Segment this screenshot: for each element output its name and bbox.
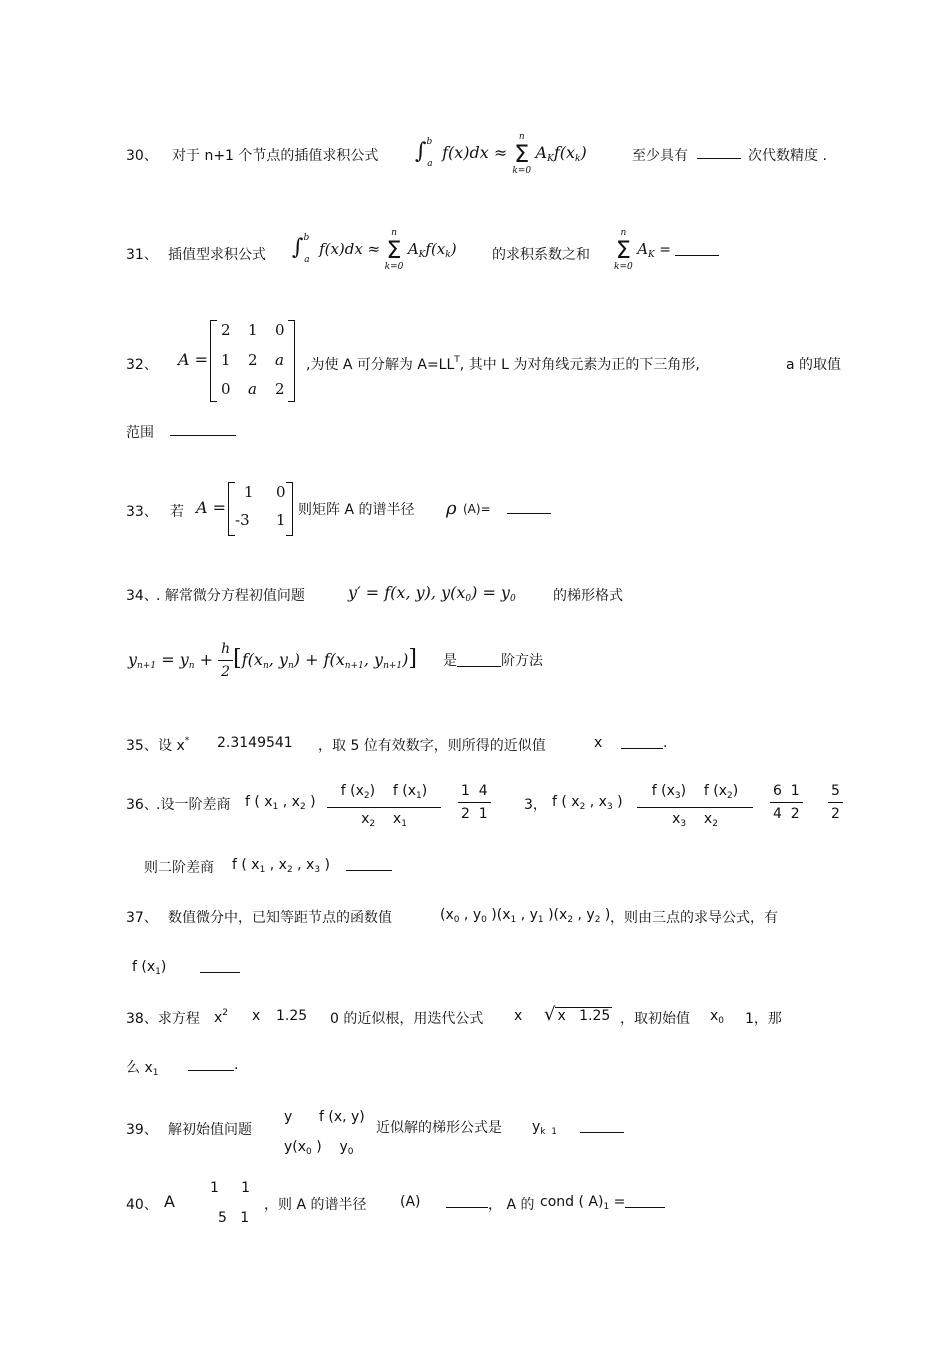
q38-iter-x: x — [514, 1008, 523, 1024]
q32-m11: 2 — [248, 351, 258, 369]
q35-val: 2.3149541 — [217, 735, 293, 751]
q36-f12: f ( $x_1$ , $x_2$ ) — [245, 794, 316, 812]
q31-sum: n Σ k=0 $A_K$ = — [614, 228, 719, 272]
q35-text: 设 x* — [158, 736, 190, 754]
q39-yk1: $y_{k 1}$ — [532, 1119, 557, 1137]
q33-A: A = — [196, 498, 227, 517]
q38-line2: 么 $x_1$ — [126, 1060, 159, 1078]
q31-text: 插值型求积公式 — [168, 247, 266, 263]
q38-x0: $x_0$ — [710, 1008, 725, 1026]
q37-text2: ，则由三点的求导公式，有 — [610, 910, 778, 926]
q39-blank — [580, 1119, 624, 1135]
q40-text3: ， A 的 — [488, 1197, 535, 1213]
q37-number: 37、 — [126, 910, 158, 926]
q38-val: 1.25 — [276, 1008, 308, 1024]
q37-line2: f $(x_1)$ — [132, 959, 167, 977]
q30-formula: ∫$^b_a$ f(x)dx ≈ n Σ k=0 $A_Kf(x_k)$ — [415, 132, 587, 176]
q32-m22: 2 — [275, 380, 285, 398]
q30-tail: 至少具有 — [632, 148, 688, 164]
q33-text: 则矩阵 A 的谱半径 — [298, 502, 415, 518]
q32-tail: a 的取值 — [786, 357, 842, 373]
q33-m10: -3 — [235, 511, 250, 529]
q37-blank — [200, 959, 240, 975]
q33-blank — [507, 500, 551, 516]
q36-line2: 则二阶差商 — [144, 860, 214, 876]
q40-m10: 5 1 — [218, 1210, 250, 1226]
q30-text: 对于 n+1 个节点的插值求积公式 — [172, 148, 379, 164]
q37-nodes: ($x_0$ , $y_0$ )($x_1$ , $y_1$ )($x_2$ , $y_2$ ) — [440, 907, 611, 925]
q33-m00: 1 — [244, 483, 254, 501]
q34-trapezoid-formula: $y_{n+1} = y_n$ + $\frac{h}{2}$ [$f(x_n$, $y_n) + f(x_{n+1}$, $y_{n+1}$)] — [128, 638, 417, 683]
q36-frac4: $\frac{6 1}{4 2}$ — [770, 780, 803, 825]
q36-frac3: $\frac{f (x_3) f (x_2)}{x_3 x_2}$ — [640, 780, 750, 835]
q40-A: A — [164, 1192, 175, 1211]
q31-mid: 的求积系数之和 — [492, 247, 590, 263]
q39-text2: 近似解的梯形公式是 — [376, 1120, 502, 1136]
q39-text: 解初始值问题 — [168, 1122, 252, 1138]
q32-m10: 1 — [221, 351, 231, 369]
q31-number: 31、 — [126, 247, 158, 263]
q38-x2: $x^2$ — [214, 1008, 229, 1026]
q36-frac1: $\frac{f (x_2) f (x_1)}{x_2 x_1}$ — [330, 780, 438, 835]
q33-rho: (A)= — [463, 502, 491, 516]
q30-tail2: 次代数精度 . — [748, 148, 827, 164]
q36-f123: f ( $x_1$ , $x_2$ , $x_3$ ) — [232, 857, 330, 875]
q31-eq: = — [659, 242, 671, 258]
q36-text: .设一阶差商 — [156, 797, 231, 813]
q38-sqrt: √ x 1.25 — [544, 1004, 611, 1025]
q32-m01: 1 — [248, 321, 258, 339]
q34-line2: 是 阶方法 — [443, 653, 543, 669]
q32-m20: 0 — [221, 380, 231, 398]
q32-blank — [170, 422, 236, 438]
q34-number: 34、 — [126, 588, 158, 604]
q32-A: A = — [178, 350, 209, 369]
q36-frac5: $\frac{5}{2}$ — [828, 780, 843, 825]
q30-number: 30、 — [126, 148, 158, 164]
q33-m11: 1 — [276, 511, 286, 529]
q34-text: . 解常微分方程初值问题 — [156, 588, 305, 604]
q35-number: 35、 — [126, 738, 158, 754]
q36-blank — [346, 857, 392, 873]
q38-x: x — [252, 1008, 261, 1024]
q30-blank — [697, 145, 741, 161]
q33-number: 33、 — [126, 504, 158, 520]
q32-text: ,为使 A 可分解为 $A=LL^T$, 其中 L 为对角线元素为正的下三角形, — [306, 355, 700, 373]
q40-text: ，则 A 的谱半径 — [264, 1197, 367, 1213]
q36-frac2: $\frac{1 4}{2 1}$ — [458, 780, 491, 825]
q35-x: x — [594, 735, 603, 751]
q38-text2: ，取初始值 — [620, 1011, 690, 1027]
q32-m02: 0 — [275, 321, 285, 339]
q39-system: y f (x, y) $y(x_0$ ) $y_0$ — [284, 1109, 365, 1157]
q40-blank1 — [446, 1194, 488, 1210]
q38-number: 38、求方程 — [126, 1011, 200, 1027]
q36-number: 36、 — [126, 797, 158, 813]
q39-number: 39、 — [126, 1122, 158, 1138]
q38-zero: 0 的近似根，用迭代公式 — [330, 1011, 484, 1027]
q33-m01: 0 — [276, 483, 286, 501]
q34-tail: 的梯形格式 — [553, 588, 623, 604]
q32-number: 32、 — [126, 357, 158, 373]
q36-f23: f ( $x_2$ , $x_3$ ) — [552, 794, 623, 812]
q37-text: 数值微分中，已知等距节点的函数值 — [168, 910, 392, 926]
q35-blank: . — [621, 735, 667, 751]
q40-m00: 1 1 — [210, 1180, 251, 1196]
q40-number: 40、 — [126, 1197, 158, 1213]
q40-cond: cond ( $A)_1$ = — [540, 1194, 665, 1212]
q32-line2: 范围 — [126, 425, 154, 441]
q35-text2: ，取 5 位有效数字，则所得的近似值 — [318, 738, 546, 754]
q31-formula: ∫$^b_a$ f(x)dx ≈ n Σ k=0 $A_Kf(x_k)$ — [292, 228, 457, 272]
q38-one: 1，那 — [745, 1011, 782, 1027]
rho-symbol: ρ — [446, 498, 457, 519]
q32-m12: a — [275, 351, 284, 369]
q32-m21: a — [248, 380, 257, 398]
q36-three: 3， — [524, 797, 547, 813]
q40-text2: (A) — [400, 1194, 421, 1210]
q34-ode: y′ = f(x, y), $y(x_0) = y_0$ — [348, 583, 516, 604]
q33-pre: 若 — [170, 504, 184, 520]
q32-m00: 2 — [221, 321, 231, 339]
q38-blank: . — [188, 1057, 238, 1073]
